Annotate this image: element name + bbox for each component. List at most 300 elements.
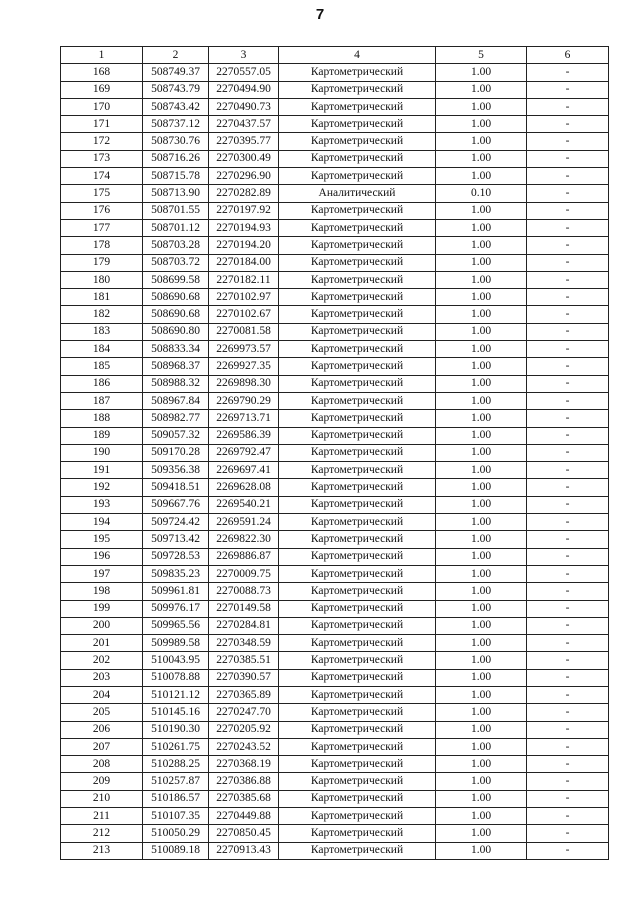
point-number-cell: 174 (61, 168, 143, 185)
point-number-cell: 188 (61, 410, 143, 427)
accuracy-cell: 1.00 (436, 548, 527, 565)
table-row (61, 427, 609, 444)
accuracy-cell: 1.00 (436, 358, 527, 375)
point-number-cell: 211 (61, 808, 143, 825)
y-coordinate-cell: 2269628.08 (209, 479, 279, 496)
x-coordinate-cell: 510121.12 (143, 686, 209, 703)
x-coordinate-cell: 509976.17 (143, 600, 209, 617)
column-header: 4 (279, 47, 436, 64)
table-row (61, 704, 609, 721)
point-number-cell: 195 (61, 531, 143, 548)
table-row (61, 583, 609, 600)
x-coordinate-cell: 508743.42 (143, 98, 209, 115)
table-row (61, 219, 609, 236)
note-cell: - (527, 738, 609, 755)
y-coordinate-cell: 2270282.89 (209, 185, 279, 202)
method-cell: Картометрический (279, 773, 436, 790)
x-coordinate-cell: 508690.80 (143, 323, 209, 340)
table-header (61, 47, 609, 64)
method-cell: Аналитический (279, 185, 436, 202)
point-number-cell: 185 (61, 358, 143, 375)
table-row (61, 289, 609, 306)
method-cell: Картометрический (279, 202, 436, 219)
method-cell: Картометрический (279, 738, 436, 755)
x-coordinate-cell: 510261.75 (143, 738, 209, 755)
method-cell: Картометрический (279, 271, 436, 288)
coordinates-table (60, 46, 609, 860)
y-coordinate-cell: 2269886.87 (209, 548, 279, 565)
accuracy-cell: 1.00 (436, 652, 527, 669)
point-number-cell: 201 (61, 635, 143, 652)
table-row (61, 392, 609, 409)
y-coordinate-cell: 2270385.51 (209, 652, 279, 669)
x-coordinate-cell: 508968.37 (143, 358, 209, 375)
y-coordinate-cell: 2269792.47 (209, 444, 279, 461)
x-coordinate-cell: 508701.55 (143, 202, 209, 219)
method-cell: Картометрический (279, 652, 436, 669)
accuracy-cell: 1.00 (436, 583, 527, 600)
method-cell: Картометрический (279, 219, 436, 236)
point-number-cell: 179 (61, 254, 143, 271)
x-coordinate-cell: 508715.78 (143, 168, 209, 185)
point-number-cell: 206 (61, 721, 143, 738)
y-coordinate-cell: 2270296.90 (209, 168, 279, 185)
point-number-cell: 189 (61, 427, 143, 444)
y-coordinate-cell: 2270088.73 (209, 583, 279, 600)
point-number-cell: 176 (61, 202, 143, 219)
point-number-cell: 170 (61, 98, 143, 115)
y-coordinate-cell: 2270557.05 (209, 64, 279, 81)
y-coordinate-cell: 2270395.77 (209, 133, 279, 150)
table-row (61, 479, 609, 496)
y-coordinate-cell: 2270194.20 (209, 237, 279, 254)
table-row (61, 514, 609, 531)
y-coordinate-cell: 2269586.39 (209, 427, 279, 444)
x-coordinate-cell: 508833.34 (143, 341, 209, 358)
note-cell: - (527, 133, 609, 150)
table-row (61, 600, 609, 617)
method-cell: Картометрический (279, 565, 436, 582)
x-coordinate-cell: 509667.76 (143, 496, 209, 513)
column-header: 5 (436, 47, 527, 64)
x-coordinate-cell: 509057.32 (143, 427, 209, 444)
note-cell: - (527, 479, 609, 496)
table-row (61, 756, 609, 773)
method-cell: Картометрический (279, 583, 436, 600)
y-coordinate-cell: 2269898.30 (209, 375, 279, 392)
table-row (61, 81, 609, 98)
method-cell: Картометрический (279, 669, 436, 686)
note-cell: - (527, 773, 609, 790)
x-coordinate-cell: 509418.51 (143, 479, 209, 496)
method-cell: Картометрический (279, 479, 436, 496)
table-row (61, 548, 609, 565)
point-number-cell: 204 (61, 686, 143, 703)
accuracy-cell: 1.00 (436, 738, 527, 755)
accuracy-cell: 1.00 (436, 721, 527, 738)
note-cell: - (527, 150, 609, 167)
point-number-cell: 192 (61, 479, 143, 496)
x-coordinate-cell: 508690.68 (143, 289, 209, 306)
point-number-cell: 213 (61, 842, 143, 859)
accuracy-cell: 1.00 (436, 410, 527, 427)
note-cell: - (527, 531, 609, 548)
note-cell: - (527, 392, 609, 409)
x-coordinate-cell: 509356.38 (143, 462, 209, 479)
x-coordinate-cell: 508699.58 (143, 271, 209, 288)
note-cell: - (527, 790, 609, 807)
method-cell: Картометрический (279, 721, 436, 738)
method-cell: Картометрический (279, 790, 436, 807)
y-coordinate-cell: 2269973.57 (209, 341, 279, 358)
y-coordinate-cell: 2270386.88 (209, 773, 279, 790)
table-row (61, 410, 609, 427)
y-coordinate-cell: 2269927.35 (209, 358, 279, 375)
y-coordinate-cell: 2270365.89 (209, 686, 279, 703)
y-coordinate-cell: 2270102.67 (209, 306, 279, 323)
y-coordinate-cell: 2270368.19 (209, 756, 279, 773)
accuracy-cell: 1.00 (436, 444, 527, 461)
note-cell: - (527, 271, 609, 288)
table-row (61, 842, 609, 859)
method-cell: Картометрический (279, 64, 436, 81)
point-number-cell: 190 (61, 444, 143, 461)
x-coordinate-cell: 508703.72 (143, 254, 209, 271)
note-cell: - (527, 583, 609, 600)
note-cell: - (527, 237, 609, 254)
y-coordinate-cell: 2270009.75 (209, 565, 279, 582)
method-cell: Картометрический (279, 825, 436, 842)
x-coordinate-cell: 508701.12 (143, 219, 209, 236)
method-cell: Картометрический (279, 531, 436, 548)
y-coordinate-cell: 2270081.58 (209, 323, 279, 340)
accuracy-cell: 1.00 (436, 323, 527, 340)
x-coordinate-cell: 510078.88 (143, 669, 209, 686)
table-row (61, 116, 609, 133)
table-row (61, 254, 609, 271)
table-row (61, 652, 609, 669)
note-cell: - (527, 756, 609, 773)
note-cell: - (527, 306, 609, 323)
accuracy-cell: 0.10 (436, 185, 527, 202)
point-number-cell: 209 (61, 773, 143, 790)
method-cell: Картометрический (279, 81, 436, 98)
method-cell: Картометрический (279, 410, 436, 427)
point-number-cell: 198 (61, 583, 143, 600)
table-row (61, 808, 609, 825)
accuracy-cell: 1.00 (436, 825, 527, 842)
accuracy-cell: 1.00 (436, 462, 527, 479)
accuracy-cell: 1.00 (436, 202, 527, 219)
point-number-cell: 187 (61, 392, 143, 409)
method-cell: Картометрический (279, 98, 436, 115)
table-row (61, 531, 609, 548)
y-coordinate-cell: 2270182.11 (209, 271, 279, 288)
accuracy-cell: 1.00 (436, 271, 527, 288)
accuracy-cell: 1.00 (436, 64, 527, 81)
x-coordinate-cell: 509835.23 (143, 565, 209, 582)
accuracy-cell: 1.00 (436, 617, 527, 634)
x-coordinate-cell: 510050.29 (143, 825, 209, 842)
accuracy-cell: 1.00 (436, 790, 527, 807)
point-number-cell: 210 (61, 790, 143, 807)
table-row (61, 185, 609, 202)
method-cell: Картометрический (279, 444, 436, 461)
table-row (61, 462, 609, 479)
y-coordinate-cell: 2270490.73 (209, 98, 279, 115)
point-number-cell: 173 (61, 150, 143, 167)
note-cell: - (527, 565, 609, 582)
x-coordinate-cell: 508988.32 (143, 375, 209, 392)
point-number-cell: 169 (61, 81, 143, 98)
column-header: 2 (143, 47, 209, 64)
y-coordinate-cell: 2270437.57 (209, 116, 279, 133)
point-number-cell: 177 (61, 219, 143, 236)
x-coordinate-cell: 509713.42 (143, 531, 209, 548)
x-coordinate-cell: 510089.18 (143, 842, 209, 859)
table-row (61, 150, 609, 167)
x-coordinate-cell: 508690.68 (143, 306, 209, 323)
point-number-cell: 200 (61, 617, 143, 634)
note-cell: - (527, 410, 609, 427)
note-cell: - (527, 652, 609, 669)
table-row (61, 686, 609, 703)
x-coordinate-cell: 508743.79 (143, 81, 209, 98)
y-coordinate-cell: 2269790.29 (209, 392, 279, 409)
method-cell: Картометрический (279, 254, 436, 271)
accuracy-cell: 1.00 (436, 773, 527, 790)
accuracy-cell: 1.00 (436, 254, 527, 271)
y-coordinate-cell: 2270913.43 (209, 842, 279, 859)
accuracy-cell: 1.00 (436, 150, 527, 167)
x-coordinate-cell: 510043.95 (143, 652, 209, 669)
point-number-cell: 199 (61, 600, 143, 617)
table-row (61, 237, 609, 254)
table-row (61, 64, 609, 81)
method-cell: Картометрический (279, 150, 436, 167)
table-row (61, 738, 609, 755)
point-number-cell: 205 (61, 704, 143, 721)
method-cell: Картометрический (279, 375, 436, 392)
point-number-cell: 203 (61, 669, 143, 686)
table-row (61, 341, 609, 358)
point-number-cell: 171 (61, 116, 143, 133)
x-coordinate-cell: 509961.81 (143, 583, 209, 600)
note-cell: - (527, 185, 609, 202)
point-number-cell: 175 (61, 185, 143, 202)
x-coordinate-cell: 508713.90 (143, 185, 209, 202)
point-number-cell: 202 (61, 652, 143, 669)
y-coordinate-cell: 2270205.92 (209, 721, 279, 738)
method-cell: Картометрический (279, 600, 436, 617)
accuracy-cell: 1.00 (436, 237, 527, 254)
x-coordinate-cell: 509724.42 (143, 514, 209, 531)
page-number: 7 (315, 6, 325, 23)
x-coordinate-cell: 509989.58 (143, 635, 209, 652)
point-number-cell: 196 (61, 548, 143, 565)
accuracy-cell: 1.00 (436, 842, 527, 859)
point-number-cell: 194 (61, 514, 143, 531)
method-cell: Картометрический (279, 323, 436, 340)
point-number-cell: 193 (61, 496, 143, 513)
table-row (61, 358, 609, 375)
y-coordinate-cell: 2270197.92 (209, 202, 279, 219)
note-cell: - (527, 548, 609, 565)
method-cell: Картометрический (279, 358, 436, 375)
note-cell: - (527, 341, 609, 358)
method-cell: Картометрический (279, 168, 436, 185)
y-coordinate-cell: 2270247.70 (209, 704, 279, 721)
table-row (61, 617, 609, 634)
x-coordinate-cell: 509728.53 (143, 548, 209, 565)
accuracy-cell: 1.00 (436, 133, 527, 150)
note-cell: - (527, 444, 609, 461)
table-row (61, 669, 609, 686)
table-body (61, 64, 609, 860)
method-cell: Картометрический (279, 289, 436, 306)
method-cell: Картометрический (279, 392, 436, 409)
x-coordinate-cell: 508703.28 (143, 237, 209, 254)
accuracy-cell: 1.00 (436, 514, 527, 531)
method-cell: Картометрический (279, 237, 436, 254)
accuracy-cell: 1.00 (436, 479, 527, 496)
column-header: 6 (527, 47, 609, 64)
method-cell: Картометрический (279, 704, 436, 721)
y-coordinate-cell: 2270348.59 (209, 635, 279, 652)
accuracy-cell: 1.00 (436, 669, 527, 686)
accuracy-cell: 1.00 (436, 375, 527, 392)
x-coordinate-cell: 510288.25 (143, 756, 209, 773)
y-coordinate-cell: 2270149.58 (209, 600, 279, 617)
note-cell: - (527, 427, 609, 444)
table-row (61, 98, 609, 115)
table-row (61, 133, 609, 150)
y-coordinate-cell: 2269591.24 (209, 514, 279, 531)
table-row (61, 721, 609, 738)
point-number-cell: 191 (61, 462, 143, 479)
method-cell: Картометрический (279, 496, 436, 513)
point-number-cell: 180 (61, 271, 143, 288)
note-cell: - (527, 323, 609, 340)
accuracy-cell: 1.00 (436, 98, 527, 115)
table-row (61, 825, 609, 842)
x-coordinate-cell: 508967.84 (143, 392, 209, 409)
point-number-cell: 197 (61, 565, 143, 582)
accuracy-cell: 1.00 (436, 808, 527, 825)
method-cell: Картометрический (279, 756, 436, 773)
accuracy-cell: 1.00 (436, 704, 527, 721)
y-coordinate-cell: 2270194.93 (209, 219, 279, 236)
note-cell: - (527, 219, 609, 236)
accuracy-cell: 1.00 (436, 306, 527, 323)
method-cell: Картометрический (279, 808, 436, 825)
note-cell: - (527, 808, 609, 825)
method-cell: Картометрический (279, 116, 436, 133)
method-cell: Картометрический (279, 462, 436, 479)
note-cell: - (527, 600, 609, 617)
x-coordinate-cell: 510107.35 (143, 808, 209, 825)
accuracy-cell: 1.00 (436, 531, 527, 548)
y-coordinate-cell: 2269713.71 (209, 410, 279, 427)
y-coordinate-cell: 2270390.57 (209, 669, 279, 686)
note-cell: - (527, 669, 609, 686)
note-cell: - (527, 635, 609, 652)
note-cell: - (527, 462, 609, 479)
note-cell: - (527, 686, 609, 703)
accuracy-cell: 1.00 (436, 81, 527, 98)
note-cell: - (527, 98, 609, 115)
y-coordinate-cell: 2270494.90 (209, 81, 279, 98)
y-coordinate-cell: 2269540.21 (209, 496, 279, 513)
accuracy-cell: 1.00 (436, 168, 527, 185)
x-coordinate-cell: 508737.12 (143, 116, 209, 133)
accuracy-cell: 1.00 (436, 392, 527, 409)
note-cell: - (527, 202, 609, 219)
x-coordinate-cell: 510190.30 (143, 721, 209, 738)
method-cell: Картометрический (279, 306, 436, 323)
point-number-cell: 181 (61, 289, 143, 306)
point-number-cell: 186 (61, 375, 143, 392)
column-header: 3 (209, 47, 279, 64)
note-cell: - (527, 168, 609, 185)
table-row (61, 306, 609, 323)
method-cell: Картометрический (279, 635, 436, 652)
note-cell: - (527, 289, 609, 306)
accuracy-cell: 1.00 (436, 427, 527, 444)
y-coordinate-cell: 2270449.88 (209, 808, 279, 825)
y-coordinate-cell: 2270284.81 (209, 617, 279, 634)
method-cell: Картометрический (279, 427, 436, 444)
note-cell: - (527, 617, 609, 634)
note-cell: - (527, 116, 609, 133)
method-cell: Картометрический (279, 842, 436, 859)
x-coordinate-cell: 508982.77 (143, 410, 209, 427)
table-row (61, 444, 609, 461)
y-coordinate-cell: 2270184.00 (209, 254, 279, 271)
table-row (61, 375, 609, 392)
method-cell: Картометрический (279, 341, 436, 358)
note-cell: - (527, 81, 609, 98)
method-cell: Картометрический (279, 133, 436, 150)
point-number-cell: 184 (61, 341, 143, 358)
note-cell: - (527, 358, 609, 375)
accuracy-cell: 1.00 (436, 635, 527, 652)
point-number-cell: 168 (61, 64, 143, 81)
accuracy-cell: 1.00 (436, 219, 527, 236)
accuracy-cell: 1.00 (436, 116, 527, 133)
table-row (61, 565, 609, 582)
note-cell: - (527, 704, 609, 721)
header-row (61, 47, 609, 64)
x-coordinate-cell: 510145.16 (143, 704, 209, 721)
note-cell: - (527, 64, 609, 81)
table-row (61, 773, 609, 790)
table-row (61, 168, 609, 185)
x-coordinate-cell: 509170.28 (143, 444, 209, 461)
method-cell: Картометрический (279, 686, 436, 703)
x-coordinate-cell: 508730.76 (143, 133, 209, 150)
y-coordinate-cell: 2270850.45 (209, 825, 279, 842)
accuracy-cell: 1.00 (436, 289, 527, 306)
x-coordinate-cell: 510186.57 (143, 790, 209, 807)
point-number-cell: 208 (61, 756, 143, 773)
note-cell: - (527, 496, 609, 513)
note-cell: - (527, 514, 609, 531)
x-coordinate-cell: 509965.56 (143, 617, 209, 634)
note-cell: - (527, 721, 609, 738)
note-cell: - (527, 375, 609, 392)
x-coordinate-cell: 508716.26 (143, 150, 209, 167)
